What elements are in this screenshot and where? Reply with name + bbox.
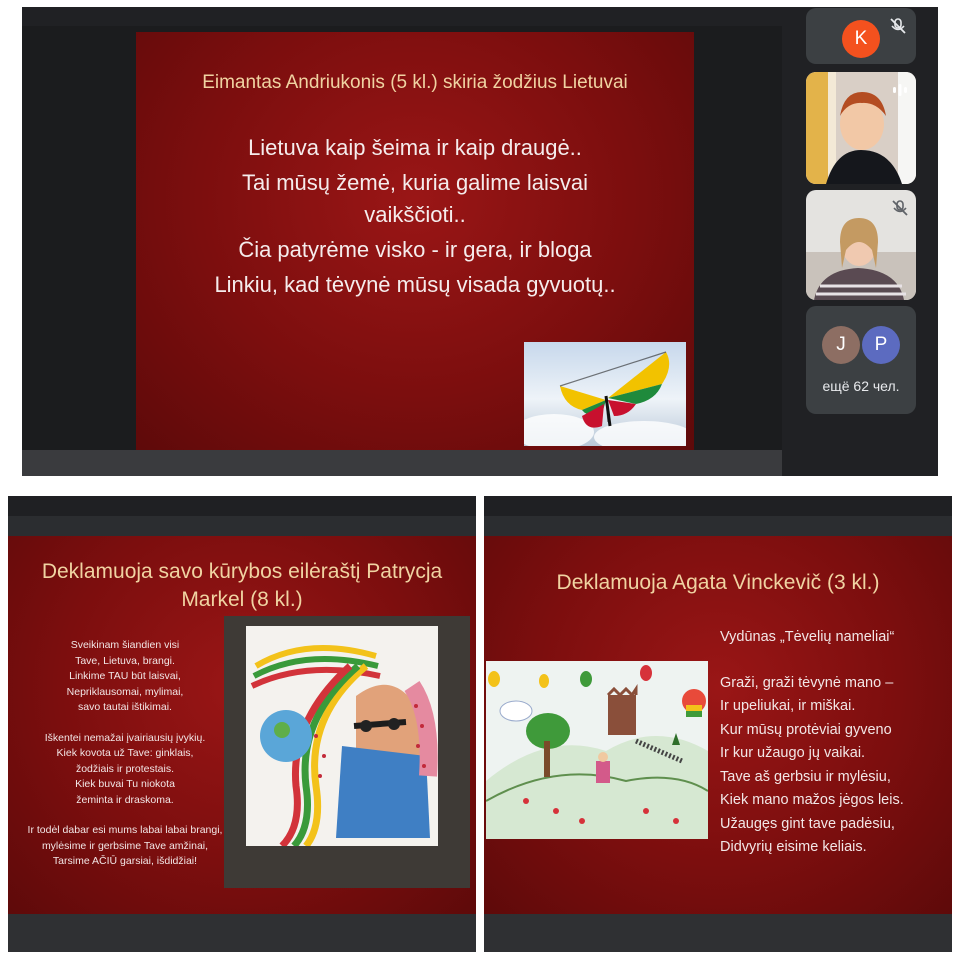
- slide-3: [484, 536, 952, 914]
- poem-line: Iškentei nemažai įvairiausių įvykių.: [44, 731, 206, 744]
- child-drawing: [246, 626, 438, 846]
- child-drawing: [486, 661, 708, 839]
- avatar: [862, 326, 900, 364]
- presentation-bottom-bar: [22, 450, 782, 476]
- avatar-initial: P: [874, 334, 888, 355]
- slide-3-poem: [720, 626, 946, 860]
- poem-line: mylėsime ir gerbsime Tave amžinai,: [41, 839, 209, 852]
- poem-line: Kur mūsų protėviai gyveno: [720, 721, 892, 738]
- slide-panel-right: [484, 496, 952, 952]
- poem-line: Tarsime AČIŪ garsiai, išdidžiai!: [52, 855, 198, 867]
- poem-line: Ir kur užaugo jų vaikai.: [720, 745, 866, 761]
- poem-heading: Vydūnas „Tėvelių nameliai“: [720, 629, 895, 645]
- poem-line: žeminta ir draskoma.: [76, 793, 174, 806]
- child-drawing-photo: [224, 616, 470, 888]
- poem-line: Ir upeliukai, ir miškai.: [720, 698, 856, 714]
- poem-line: Kiek mano mažos jėgos leis.: [720, 792, 904, 808]
- slide-2: [8, 536, 476, 914]
- more-participants-label: ещё 62 чел.: [822, 378, 900, 394]
- main-slide-poem: [156, 132, 674, 301]
- poem-line: Tai mūsų žemė, kuria galime laisvai: [241, 170, 589, 195]
- poem-line: Ir todėl dabar esi mums labai labai brangi,: [27, 824, 223, 836]
- mic-off-icon: [888, 16, 908, 36]
- main-slide-title: Eimantas Andriukonis (5 kl.) skiria žodžius Lietuvai: [202, 72, 628, 93]
- poem-line: Kiek kovota už Tave: ginklais,: [56, 747, 194, 759]
- mic-off-icon: [890, 198, 910, 218]
- poem-line: Linkiu, kad tėvynė mūsų visada gyvuotų..: [214, 272, 616, 297]
- avatar: [822, 326, 860, 364]
- poem-line: vaikščioti..: [364, 202, 466, 227]
- avatar-initial: K: [854, 28, 868, 49]
- participant-tile[interactable]: [806, 8, 916, 64]
- more-participants-tile[interactable]: [806, 306, 916, 414]
- butterfly-image: [524, 342, 686, 446]
- audio-level-icon: [890, 80, 910, 100]
- poem-line: savo tautai ištikimai.: [78, 701, 172, 713]
- slide-panel-left: [8, 496, 476, 952]
- participant-video-tile[interactable]: [806, 72, 916, 184]
- poem-line: Užaugęs gint tave padėsiu,: [720, 815, 895, 832]
- poem-line: Lietuva kaip šeima ir kaip draugė..: [248, 135, 582, 160]
- participant-video-tile[interactable]: [806, 190, 916, 300]
- poem-line: Kiek buvai Tu niokota: [75, 778, 175, 790]
- slide-2-poem: [14, 638, 236, 870]
- poem-line: Sveikinam šiandien visi: [70, 639, 180, 651]
- main-slide: [136, 32, 694, 450]
- poem-line: Čia patyrėme visko - ir gera, ir bloga: [238, 237, 592, 262]
- poem-line: Linkime TAU būt laisvai,: [69, 670, 181, 682]
- slide-3-title: Deklamuoja Agata Vinckevič (3 kl.): [556, 571, 880, 594]
- slide-2-title: Deklamuoja savo kūrybos eilėraštį Patrycja Markel (8 kl.): [41, 560, 443, 611]
- poem-line: Tave, Lietuva, brangi.: [75, 654, 175, 667]
- avatar: [842, 20, 880, 58]
- poem-line: Didvyrių eisime keliais.: [720, 839, 867, 855]
- avatar-initial: J: [836, 334, 846, 355]
- poem-line: Nepriklausomai, mylimai,: [66, 685, 184, 698]
- poem-line: Graži, graži tėvynė mano –: [720, 674, 894, 691]
- poem-line: žodžiais ir protestais.: [75, 762, 175, 775]
- poem-line: Tave aš gerbsiu ir mylėsiu,: [720, 768, 891, 785]
